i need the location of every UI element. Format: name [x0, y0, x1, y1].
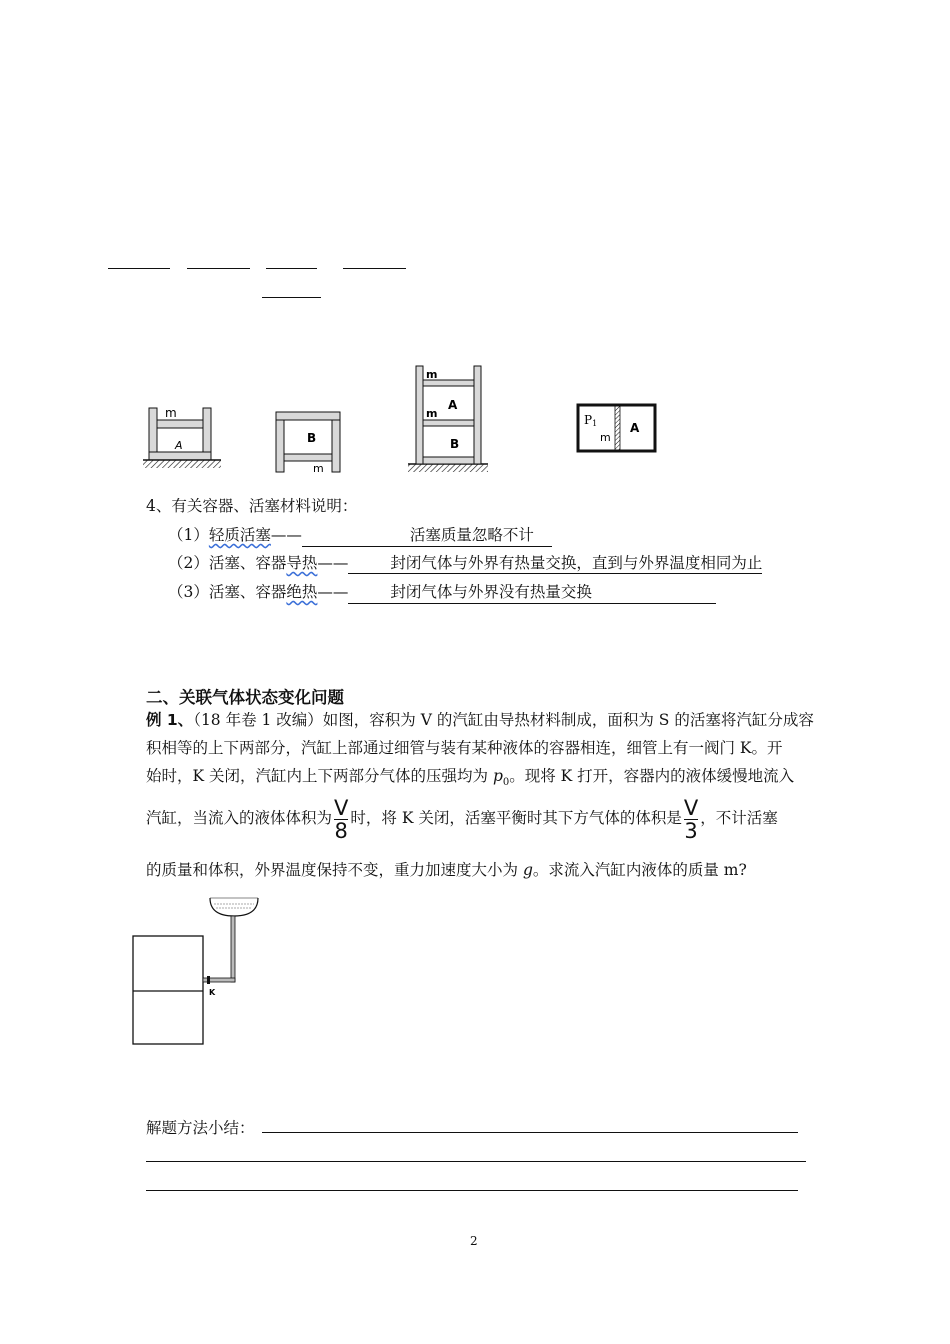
- section4-item-3: （3）活塞、容器绝热—— 封闭气体与外界没有热量交换: [168, 580, 716, 604]
- term-insulated: 绝热: [286, 583, 318, 601]
- fraction-v-over-3: $\frac{V}{3}$: [683, 795, 699, 843]
- blank-line-2: [187, 268, 250, 269]
- page-number: 2: [470, 1234, 478, 1248]
- fig3-mid-piston-label: m: [426, 407, 438, 420]
- fig1-piston-label: m: [165, 406, 177, 420]
- figure-cylinder-a: [143, 402, 223, 472]
- summary-line-3[interactable]: [146, 1190, 798, 1191]
- summary-line-2[interactable]: [146, 1161, 806, 1162]
- example-line-3: 始时，K 关闭，汽缸内上下两部分气体的压强均为 $p_0$。现将 K 打开，容器内的液体缓慢地流入: [146, 767, 795, 789]
- blank-line-4: [343, 268, 406, 269]
- example-line-1: 例 1、（18 年卷 1 改编）如图，容积为 V 的汽缸由导热材料制成，面积为 S 的活塞将汽缸分成容: [146, 711, 814, 729]
- fig3-top-piston-label: m: [426, 368, 438, 381]
- blank-line-1: [108, 268, 170, 269]
- example-line-5: 的质量和体积，外界温度保持不变，重力加速度大小为 g。求流入汽缸内液体的质量 m?: [146, 861, 747, 879]
- fraction-v-over-8: $\frac{V}{8}$: [334, 795, 349, 843]
- blank-line-5: [262, 297, 321, 298]
- figure-cylinder-horizontal: [576, 403, 658, 455]
- term-light-piston: 轻质活塞: [208, 526, 271, 544]
- answer-1: 活塞质量忽略不计: [302, 523, 552, 547]
- valve-k-label: K: [209, 988, 216, 997]
- summary-label: 解题方法小结：: [146, 1119, 255, 1137]
- section4-title: 4、有关容器、活塞材料说明：: [146, 497, 358, 515]
- figure-cylinder-ab: [408, 364, 490, 476]
- example-label: 例 1、: [146, 711, 194, 729]
- blank-line-3: [266, 268, 317, 269]
- section4-item-2: （2）活塞、容器导热—— 封闭气体与外界有热量交换，直到与外界温度相同为止: [168, 554, 763, 572]
- fig3-gas-b-label: B: [450, 437, 460, 451]
- figure-cylinder-b: [274, 410, 344, 476]
- fig2-gas-label: B: [307, 431, 317, 445]
- fig4-pressure-label: P1: [584, 413, 598, 428]
- section-heading: 二、关联气体状态变化问题: [146, 688, 344, 707]
- fig4-gas-label: A: [630, 421, 640, 435]
- answer-2: 封闭气体与外界有热量交换，直到与外界温度相同为止: [348, 554, 762, 574]
- term-conductive: 导热: [286, 554, 318, 572]
- fig4-piston-label: m: [600, 431, 611, 444]
- example-line-2: 积相等的上下两部分，汽缸上部通过细管与装有某种液体的容器相连，细管上有一阀门 K。开: [146, 739, 783, 757]
- summary-line-1[interactable]: [262, 1132, 798, 1133]
- section4-item-1: （1）轻质活塞—— 活塞质量忽略不计: [168, 523, 552, 547]
- fig3-gas-a-label: A: [448, 398, 458, 412]
- fig2-piston-label: m: [313, 462, 324, 475]
- answer-3: 封闭气体与外界没有热量交换: [348, 580, 716, 604]
- example-line-4: 汽缸，当流入的液体体积为$\frac{V}{8}$ 时，将 K 关闭，活塞平衡时其下方气体的体积是$\frac{V}{3}$ ，不计活塞: [146, 795, 778, 843]
- fig1-gas-label: A: [175, 439, 183, 452]
- figure-cylinder-with-container: [130, 890, 260, 1050]
